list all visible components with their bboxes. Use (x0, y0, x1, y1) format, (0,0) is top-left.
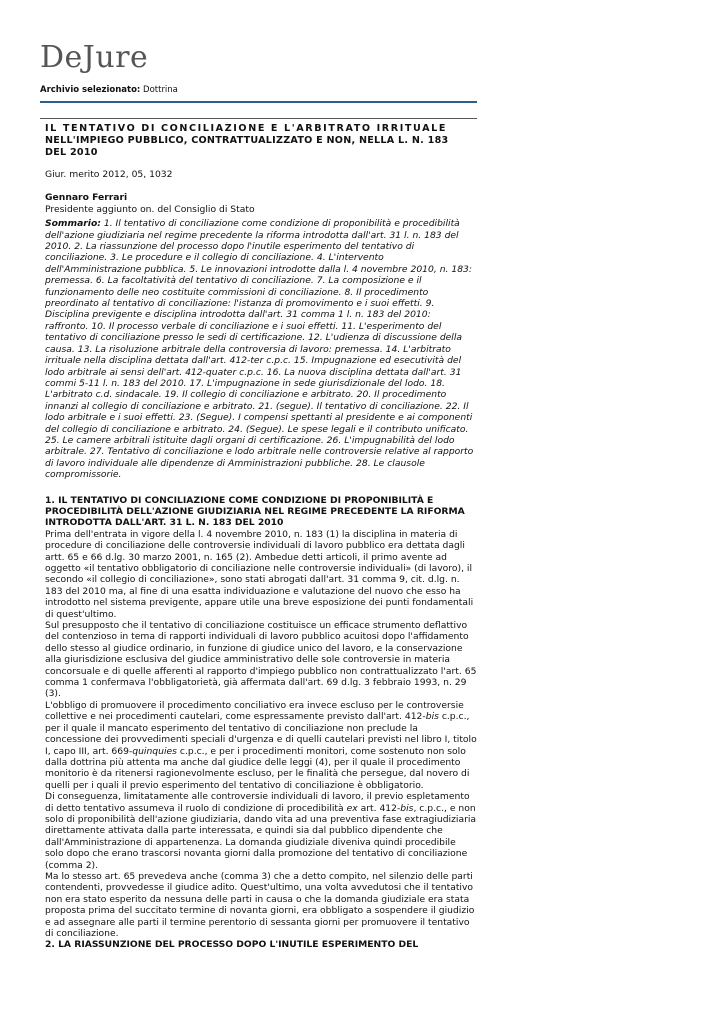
dejure-logo: DeJure (40, 40, 149, 75)
archive-label: Archivio selezionato: (40, 85, 141, 95)
article-body (45, 123, 477, 951)
header-divider (40, 101, 477, 103)
paragraph-1: Prima dell'entrata in vigore della l. 4 novembre 2010, n. 183 (1) la disciplina in materia di procedure di conciliazione delle controversie individuali di lavoro pubblico era dettata dagli artt. 65 e 66 d.lg. 30 marzo 2001, n. 165 (2). Ambedue detti articoli, il primo avente ad oggetto «il tentativo obbligatorio di conciliazione nelle controversie individuali» (di lavoro), il secondo «il collegio di conciliazione», sono stati abrogati dall'art. 31 comma 9, cit. d.lg. n. 183 del 2010 ma, al fine di una esatta individuazione e valutazione del nuovo che esso ha introdotto nel sistema previgente, appare utile una breve esposizione dei punti fondamentali di quest'ultimo. (45, 528, 474, 620)
article-title (45, 123, 477, 159)
archive-info (40, 84, 178, 96)
title-line-2: NELL'IMPIEGO PUBBLICO, CONTRATTUALIZZATO E NON, NELLA L. N. 183 (45, 135, 449, 146)
author-role: Presidente aggiunto on. del Consiglio di Stato (45, 203, 255, 215)
summary-text: 1. Il tentativo di conciliazione come condizione di proponibilità e procedibilità dell'azione giudiziaria nel regime precedente la riforma introdotta dall'art. 31 l. n. 183 del 2010. 2. La riassunzione del processo dopo l'inutile esperimento del tentativo di conciliazione. 3. Le procedure e il collegio di conciliazione. 4. L'intervento dell'Amministrazione pubblica. 5. Le innovazioni introdotte dalla l. 4 novembre 2010, n. 183: premessa. 6. La facoltatività del tentativo di conciliazione. 7. La composizione e il funzionamento delle neo costituite commissioni di conciliazione. 8. Il procedimento preordinato al tentativo di conciliazione: l'istanza di promovimento e i suoi effetti. 9. Disciplina previgente e disciplina introdotta dall'art. 31 comma 1 l. n. 183 del 2010: raffronto. 10. Il processo verbale di conciliazione e i suoi effetti. 11. L'esperimento del tentativo di conciliazione presso le sedi di certificazione. 12. L'udienza di discussione della causa. 13. La risoluzione arbitrale della controversia di lavoro: premessa. 14. L'arbitrato irrituale nella disciplina dettata dall'art. 412-ter c.p.c. 15. Impugnazione ed esecutività del lodo arbitrale ai sensi dell'art. 412-quater c.p.c. 16. La nuova disciplina dettata dall'art. 31 commi 5-11 l. n. 183 del 2010. 17. L'impugnazione in sede giurisdizionale del lodo. 18. L'arbitrato c.d. sindacale. 19. Il collegio di conciliazione e arbitrato. 20. Il procedimento innanzi al collegio di conciliazione e arbitrato. 21. (segue). Il tentativo di conciliazione. 22. Il lodo arbitrale e i suoi effetti. 23. (Segue). I compensi spettanti al presidente e ai componenti del collegio di conciliazione e arbitrato. 24. (Segue). Le spese legali e il contributo unificato. 25. Le camere arbitrali istituite dagli organi di certificazione. 26. L'impugnabilità del lodo arbitrale. 27. Tentativo di conciliazione e lodo arbitrale nelle controversie relative al rapporto di lavoro individuale alle dipendenze di Amministrazioni pubbliche. 28. Le clausole compromissorie. (45, 218, 474, 481)
p4-italic-bis: bis (400, 802, 414, 814)
paragraph-3 (45, 700, 477, 791)
archive-value: Dottrina (143, 85, 178, 95)
title-line-1: IL TENTATIVO DI CONCILIAZIONE E L'ARBITRATO IRRITUALE (45, 123, 448, 134)
paragraph-2: Sul presupposto che il tentativo di conciliazione costituisce un efficace strumento deflattivo del contenzioso in tema di rapporti individuali di lavoro pubblico acuitosi dopo l'affidamento dello stesso al giudice ordinario, in funzione di giudice unico del lavoro, e la conservazione alla giurisdizione esclusiva del giudice amministrativo delle sole controversie in materia concorsuale e di quelle afferenti al rapporto d'impiego pubblico non contrattualizzato l'art. 65 comma 1 confermava l'obbligatorietà, già affermata dall'art. 69 d.lg. 3 febbraio 1993, n. 29 (3). (45, 620, 477, 700)
p3-text-c: c.p.c., per il quale il mancato esperimento del tentativo di conciliazione non preclude la concessione dei provvedimenti speciali d'urgenza e di quelli cautelari previsti nel libro I, titolo I, capo III, art. 669- (45, 711, 477, 757)
citation: Giur. merito 2012, 05, 1032 (45, 169, 173, 180)
p4-text-a: Di conseguenza, limitatamente alle controversie individuali di lavoro, il previo espletamento di detto tentativo assumeva il ruolo di condizione di procedibilità (45, 791, 470, 814)
title-line-3: DEL 2010 (45, 147, 98, 158)
title-divider (40, 118, 477, 119)
section-2-heading: 2. LA RIASSUNZIONE DEL PROCESSO DOPO L'INUTILE ESPERIMENTO DEL (45, 939, 419, 951)
summary (45, 218, 477, 480)
p3-text-e: c.p.c., e per i procedimenti monitori, come sostenuto non solo dalla dottrina più attenta ma anche dal giudice delle leggi (4), per il quale il procedimento monitorio è da ritenersi ragionevolmente escluso, per le finalità che persegue, dal novero di quelli per i quali il previo esperimento del tentativo di conciliazione è obbligatorio. (45, 745, 470, 791)
author-name: Gennaro Ferrari (45, 192, 128, 204)
p3-text-a: L'obbligo di promuovere il procedimento conciliativo era invece escluso per le controversie collettive e nei procedimenti cautelari, come espressamente previsto dall'art. 412- (45, 699, 464, 723)
paragraph-5: Ma lo stesso art. 65 prevedeva anche (comma 3) che a detto compito, nel silenzio delle parti contendenti, provvedesse il giudice adito. Quest'ultimo, una volta avvedutosi che il tentativo non era stato esperito da nessuna delle parti in causa o che la domanda giudiziale era stata proposta prima del succitato termine di novanta giorni, era obbligato a sospendere il giudizio e ad assegnare alle parti il termine perentorio di sessanta giorni per promuovere il tentativo di conciliazione. (45, 870, 475, 939)
p3-italic-quinquies: quinquies (132, 745, 177, 757)
summary-label: Sommario: (45, 218, 101, 230)
p4-text-c: art. 412- (357, 802, 401, 814)
p3-italic-bis: bis (425, 711, 439, 723)
section-1-heading: 1. IL TENTATIVO DI CONCILIAZIONE COME CONDIZIONE DI PROPONIBILITÀ E PROCEDIBILITÀ DELL'AZIONE GIUDIZIARIA NEL REGIME PRECEDENTE LA RIFORMA INTRODOTTA DALL'ART. 31 L. N. 183 DEL 2010 (45, 494, 465, 529)
paragraph-4 (45, 791, 477, 871)
p4-text-e: , c.p.c., e non solo di proponibilità dell'azione giudiziaria, dando vita ad una preventiva fase extragiudiziaria direttamente attivata dalla parte interessata, e quindi sia dal pubblico dipendente che dall'Amministrazione di appartenenza. La domanda giudiziale diveniva quindi procedibile solo dopo che erano trascorsi novanta giorni dalla promozione del tentativo di conciliazione (comma 2). (45, 802, 477, 871)
p4-italic-ex: ex (346, 802, 358, 814)
